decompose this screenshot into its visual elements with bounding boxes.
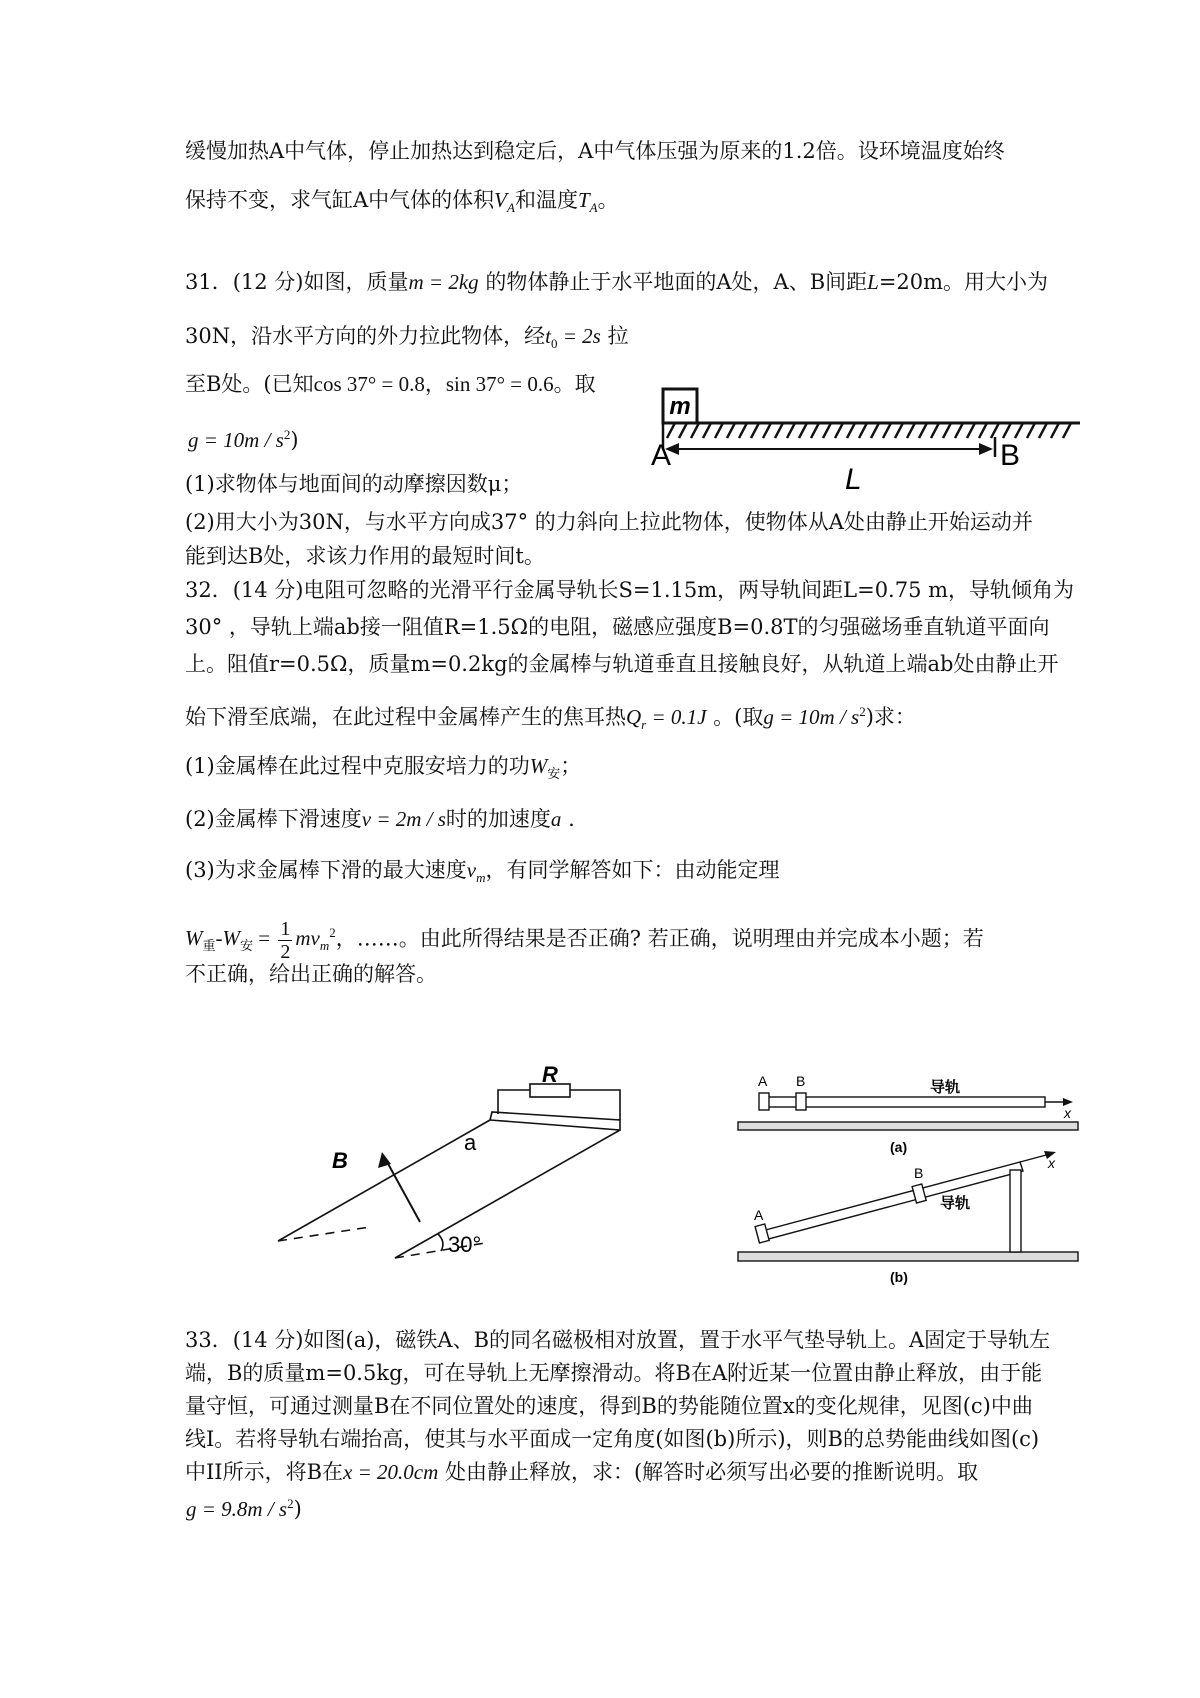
rail-label-b: 导轨	[940, 1195, 971, 1212]
x-label-b: x	[1048, 1155, 1055, 1171]
magnet-B-label-a: B	[796, 1073, 806, 1089]
figure-a	[738, 1073, 1078, 1155]
x-label-a: x	[1064, 1105, 1071, 1121]
mass-equation: m = 2kg	[408, 270, 479, 294]
air-track-base-b	[738, 1252, 1078, 1261]
gravity-value: $g = 10m / s^2$	[188, 427, 291, 452]
x-axis-b	[1020, 1154, 1050, 1162]
volume-symbol: $V_A$	[494, 188, 515, 216]
field-label: B	[332, 1148, 348, 1173]
joule-heat: $Q_r = 0.1J$	[626, 705, 707, 733]
magnet-B-label-b: B	[914, 1165, 924, 1181]
q31-part-2-line-1: (2)用大小为30N，与水平方向成37° 的力斜向上拉此物体，使物体从A处由静止开始运动并	[185, 510, 1033, 534]
point-A-label: A	[651, 439, 672, 472]
point-B-label: B	[1000, 439, 1021, 472]
caption-b: (b)	[890, 1269, 908, 1285]
ampere-work: $W_安$	[529, 754, 561, 782]
q30-line-2: 保持不变，求气缸A中气体的体积$V_A$和温度$T_A$。	[185, 188, 619, 216]
q33-line-3: 量守恒，可通过测量B在不同位置处的速度，得到B的势能随位置x的变化规律，见图(c)中曲	[185, 1394, 1033, 1418]
resistor-label: R	[542, 1062, 558, 1087]
q31-ground-figure	[651, 385, 1085, 496]
q32-part-1: (1)金属棒在此过程中克服安培力的功$W_安$；	[185, 754, 582, 782]
q30-line-1: 缓慢加热A中气体，停止加热达到稳定后，A中气体压强为原来的1.2倍。设环境温度始终	[185, 139, 1005, 163]
temperature-symbol: $T_A$	[577, 188, 598, 216]
q33-line-2: 端，B的质量m=0.5kg，可在导轨上无摩擦滑动。将B在A附近某一位置由静止释放，由于能	[185, 1361, 1043, 1385]
air-track-base-a	[738, 1122, 1078, 1130]
guide-rail-b	[758, 1162, 1023, 1241]
gravity-value: $g = 9.8m / s^2$	[186, 1496, 294, 1521]
top-end-bar	[490, 1112, 620, 1130]
caption-a: (a)	[890, 1139, 908, 1155]
magnet-A-a	[759, 1093, 769, 1110]
q32-line-3: 上。阻值r=0.5Ω，质量m=0.2kg的金属棒与轨道垂直且接触良好，从轨道上端ab处由静止开	[185, 652, 1059, 676]
energy-equation: $W_重-W_安$ = $\frac{1}{2}$ $mv_m^2$	[185, 918, 336, 963]
gravity-value: $g = 10m / s^2$	[763, 704, 866, 729]
arrow-right-icon	[979, 443, 993, 455]
q31-line-2: 30N，沿水平方向的外力拉此物体，经$t_0 = 2s$ 拉	[185, 324, 629, 352]
time-symbol: $t_0 = 2s$	[545, 324, 601, 352]
q31-line-1: 31．(12 分)如图，质量m = 2kg 的物体静止于水平地面的A处，A、B间距L=20m。用大小为	[185, 270, 1049, 294]
q33-line-5: 中II所示，将B在x = 20.0cm 处由静止释放，求：(解答时必须写出必要的推断说明。取	[185, 1460, 979, 1484]
q31-part-1: (1)求物体与地面间的动摩擦因数μ；	[185, 472, 523, 496]
q31-line-3: 至B处。(已知cos 37° = 0.8，sin 37° = 0.6。取	[185, 372, 596, 396]
figure-b	[738, 1151, 1078, 1285]
hatched-ground	[662, 423, 1080, 438]
block-label: m	[669, 393, 691, 420]
angle-arc	[438, 1234, 443, 1251]
q30-and: 和温度	[514, 188, 578, 212]
rail-label-a: 导轨	[930, 1079, 961, 1096]
length-label: L	[845, 463, 862, 496]
inclined-rail-figure	[270, 1062, 640, 1275]
q32-part-2: (2)金属棒下滑速度v = 2m / s时的加速度a .	[185, 807, 575, 831]
magnet-A-label-b: A	[754, 1207, 764, 1223]
cos-value: cos 37° = 0.8	[313, 372, 425, 396]
release-position: x = 20.0cm	[343, 1460, 439, 1484]
q33-line-6: $g = 9.8m / s^2$)	[186, 1496, 302, 1521]
q32-line-1: 32．(14 分)电阻可忽略的光滑平行金属导轨长S=1.15m，两导轨间距L=0.75 m，导轨倾角为	[185, 578, 1075, 602]
q31-line-4: $g = 10m / s^2$)	[188, 427, 299, 452]
magnet-A-label-a: A	[758, 1073, 768, 1089]
sin-value: sin 37° = 0.6	[445, 372, 554, 396]
magnet-A-b	[755, 1224, 769, 1243]
support-post	[1010, 1170, 1021, 1252]
q32-line-4: 始下滑至底端，在此过程中金属棒产生的焦耳热$Q_r = 0.1J$ 。(取$g = 10m / s^2$)求：	[185, 704, 916, 733]
magnet-B-a	[796, 1093, 806, 1110]
end-label-a: a	[464, 1130, 477, 1155]
q30-text: 保持不变，求气缸A中气体的体积	[185, 188, 495, 212]
q33-line-4: 线I。若将导轨右端抬高，使其与水平面成一定角度(如图(b)所示)，则B的总势能曲线如图(c)	[185, 1427, 1040, 1451]
angle-label: 30°	[448, 1232, 482, 1257]
q32-line-2: 30° ，导轨上端ab接一阻值R=1.5Ω的电阻，磁感应强度B=0.8T的匀强磁场垂直轨道平面向	[185, 615, 1050, 639]
air-track-figures	[730, 1070, 1090, 1285]
q33-line-1: 33．(14 分)如图(a)，磁铁A、B的同名磁极相对放置，置于水平气垫导轨上。A固定于导轨左	[185, 1328, 1051, 1352]
q32-part-3: (3)为求金属棒下滑的最大速度$v_m$，有同学解答如下：由动能定理	[185, 858, 780, 886]
q32-equation-line: $W_重-W_安$ = $\frac{1}{2}$ $mv_m^2$，……。由此所得结果是否正确? 若正确，说明理由并完成本小题；若	[185, 918, 984, 963]
max-velocity: $v_m$	[466, 858, 486, 886]
q32-last-line: 不正确，给出正确的解答。	[185, 962, 437, 986]
q31-part-2-line-2: 能到达B处，求该力作用的最短时间t。	[185, 544, 545, 568]
rail-right	[395, 1130, 620, 1258]
